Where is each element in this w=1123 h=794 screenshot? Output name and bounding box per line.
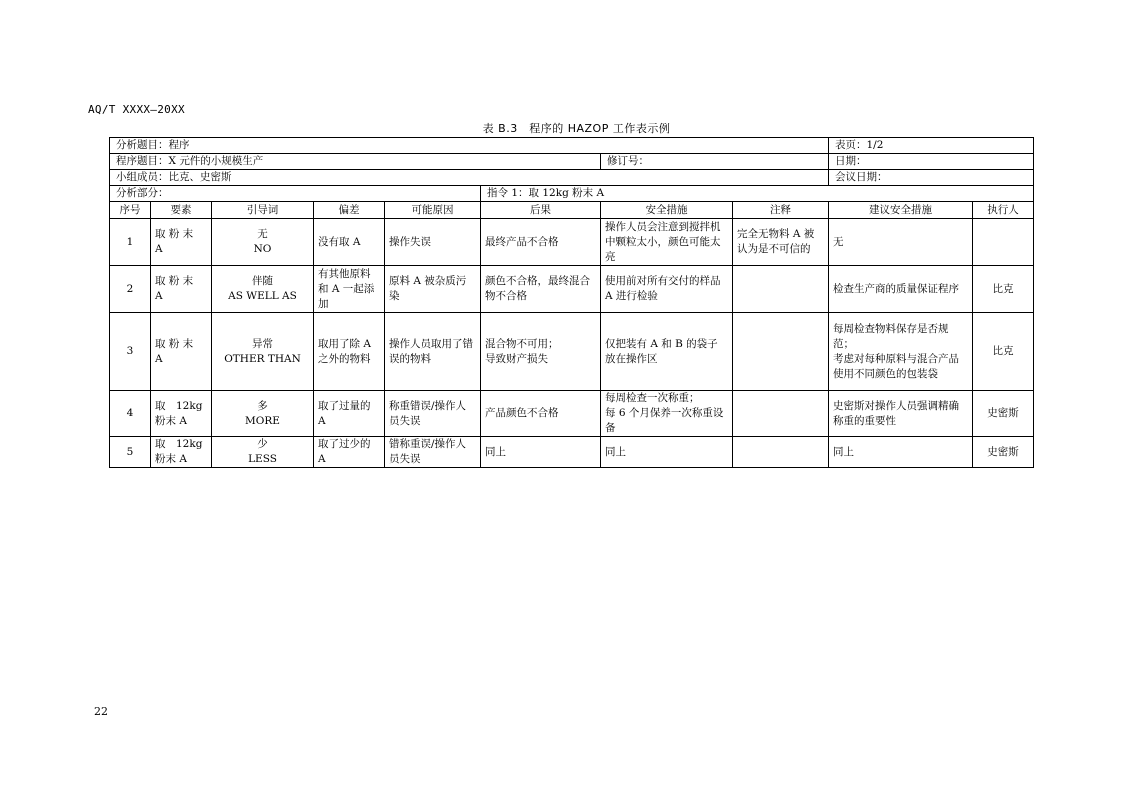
table-row bbox=[110, 219, 1034, 266]
cell-consequence: 最终产品不合格 bbox=[481, 219, 601, 266]
revision-number: 修订号： bbox=[601, 154, 829, 170]
table-row bbox=[110, 391, 1034, 437]
cell-element: 取 12kg 粉末 A bbox=[151, 437, 212, 468]
cell-guide-word: 伴随 AS WELL AS bbox=[212, 266, 314, 313]
cell-owner: 史密斯 bbox=[973, 391, 1034, 437]
cell-safeguard: 使用前对所有交付的样品 A 进行检验 bbox=[601, 266, 733, 313]
cell-recommendation: 史密斯对操作人员强调精确称重的重要性 bbox=[829, 391, 973, 437]
instruction: 指令 1：取 12kg 粉末 A bbox=[481, 186, 1034, 202]
hazop-worksheet-table bbox=[109, 137, 1034, 468]
cell-note bbox=[733, 266, 829, 313]
column-header: 安全措施 bbox=[601, 202, 733, 219]
column-header: 建议安全措施 bbox=[829, 202, 973, 219]
meeting-date: 会议日期： bbox=[829, 170, 1034, 186]
cell-cause: 操作失误 bbox=[385, 219, 481, 266]
info-row-1 bbox=[110, 138, 1034, 154]
cell-recommendation: 每周检查物料保存是否规范； 考虑对每种原料与混合产品使用不同颜色的包装袋 bbox=[829, 313, 973, 391]
cell-guide-word: 多 MORE bbox=[212, 391, 314, 437]
cell-cause: 称重错误/操作人员失误 bbox=[385, 391, 481, 437]
page-number: 22 bbox=[94, 705, 108, 718]
table-row bbox=[110, 313, 1034, 391]
program-topic: 程序题目：X 元件的小规模生产 bbox=[110, 154, 601, 170]
cell-safeguard: 操作人员会注意到搅拌机中颗粒太小，颜色可能太亮 bbox=[601, 219, 733, 266]
cell-recommendation: 检查生产商的质量保证程序 bbox=[829, 266, 973, 313]
table-row bbox=[110, 266, 1034, 313]
column-header: 可能原因 bbox=[385, 202, 481, 219]
cell-no: 5 bbox=[110, 437, 151, 468]
column-header: 引导词 bbox=[212, 202, 314, 219]
cell-note bbox=[733, 437, 829, 468]
cell-no: 4 bbox=[110, 391, 151, 437]
cell-element: 取 粉 末 A bbox=[151, 219, 212, 266]
cell-note bbox=[733, 313, 829, 391]
cell-guide-word: 无 NO bbox=[212, 219, 314, 266]
cell-guide-word: 少 LESS bbox=[212, 437, 314, 468]
cell-no: 1 bbox=[110, 219, 151, 266]
cell-no: 2 bbox=[110, 266, 151, 313]
table-caption: 表 B.3 程序的 HAZOP 工作表示例 bbox=[482, 122, 671, 135]
cell-owner: 比克 bbox=[973, 266, 1034, 313]
page-indicator: 表页：1/2 bbox=[829, 138, 1034, 154]
date-field: 日期： bbox=[829, 154, 1034, 170]
cell-recommendation: 无 bbox=[829, 219, 973, 266]
cell-recommendation: 同上 bbox=[829, 437, 973, 468]
cell-note bbox=[733, 391, 829, 437]
cell-safeguard: 每周检查一次称重； 每 6 个月保养一次称重设备 bbox=[601, 391, 733, 437]
column-header: 要素 bbox=[151, 202, 212, 219]
team-members: 小组成员：比克、史密斯 bbox=[110, 170, 829, 186]
analysis-section: 分析部分： bbox=[110, 186, 481, 202]
info-row-4 bbox=[110, 186, 1034, 202]
table-row bbox=[110, 437, 1034, 468]
cell-owner bbox=[973, 219, 1034, 266]
cell-consequence: 同上 bbox=[481, 437, 601, 468]
cell-element: 取 12kg 粉末 A bbox=[151, 391, 212, 437]
cell-deviation: 没有取 A bbox=[314, 219, 385, 266]
cell-deviation: 取了过少的 A bbox=[314, 437, 385, 468]
cell-owner: 比克 bbox=[973, 313, 1034, 391]
column-header: 序号 bbox=[110, 202, 151, 219]
cell-deviation: 取了过量的 A bbox=[314, 391, 385, 437]
cell-cause: 错称重误/操作人员失误 bbox=[385, 437, 481, 468]
cell-safeguard: 同上 bbox=[601, 437, 733, 468]
column-header: 偏差 bbox=[314, 202, 385, 219]
cell-consequence: 混合物不可用； 导致财产损失 bbox=[481, 313, 601, 391]
standard-code: AQ/T XXXX—20XX bbox=[88, 103, 185, 116]
cell-owner: 史密斯 bbox=[973, 437, 1034, 468]
cell-consequence: 颜色不合格，最终混合物不合格 bbox=[481, 266, 601, 313]
cell-deviation: 有其他原料和 A 一起添加 bbox=[314, 266, 385, 313]
column-header: 注释 bbox=[733, 202, 829, 219]
column-header: 执行人 bbox=[973, 202, 1034, 219]
column-header-row bbox=[110, 202, 1034, 219]
cell-element: 取 粉 末 A bbox=[151, 266, 212, 313]
analysis-topic: 分析题目：程序 bbox=[110, 138, 829, 154]
cell-cause: 操作人员取用了错误的物料 bbox=[385, 313, 481, 391]
info-row-3 bbox=[110, 170, 1034, 186]
cell-note: 完全无物料 A 被认为是不可信的 bbox=[733, 219, 829, 266]
info-row-2 bbox=[110, 154, 1034, 170]
cell-no: 3 bbox=[110, 313, 151, 391]
column-header: 后果 bbox=[481, 202, 601, 219]
cell-element: 取 粉 末 A bbox=[151, 313, 212, 391]
cell-deviation: 取用了除 A 之外的物料 bbox=[314, 313, 385, 391]
cell-cause: 原料 A 被杂质污染 bbox=[385, 266, 481, 313]
cell-safeguard: 仅把装有 A 和 B 的袋子放在操作区 bbox=[601, 313, 733, 391]
cell-guide-word: 异常 OTHER THAN bbox=[212, 313, 314, 391]
cell-consequence: 产品颜色不合格 bbox=[481, 391, 601, 437]
